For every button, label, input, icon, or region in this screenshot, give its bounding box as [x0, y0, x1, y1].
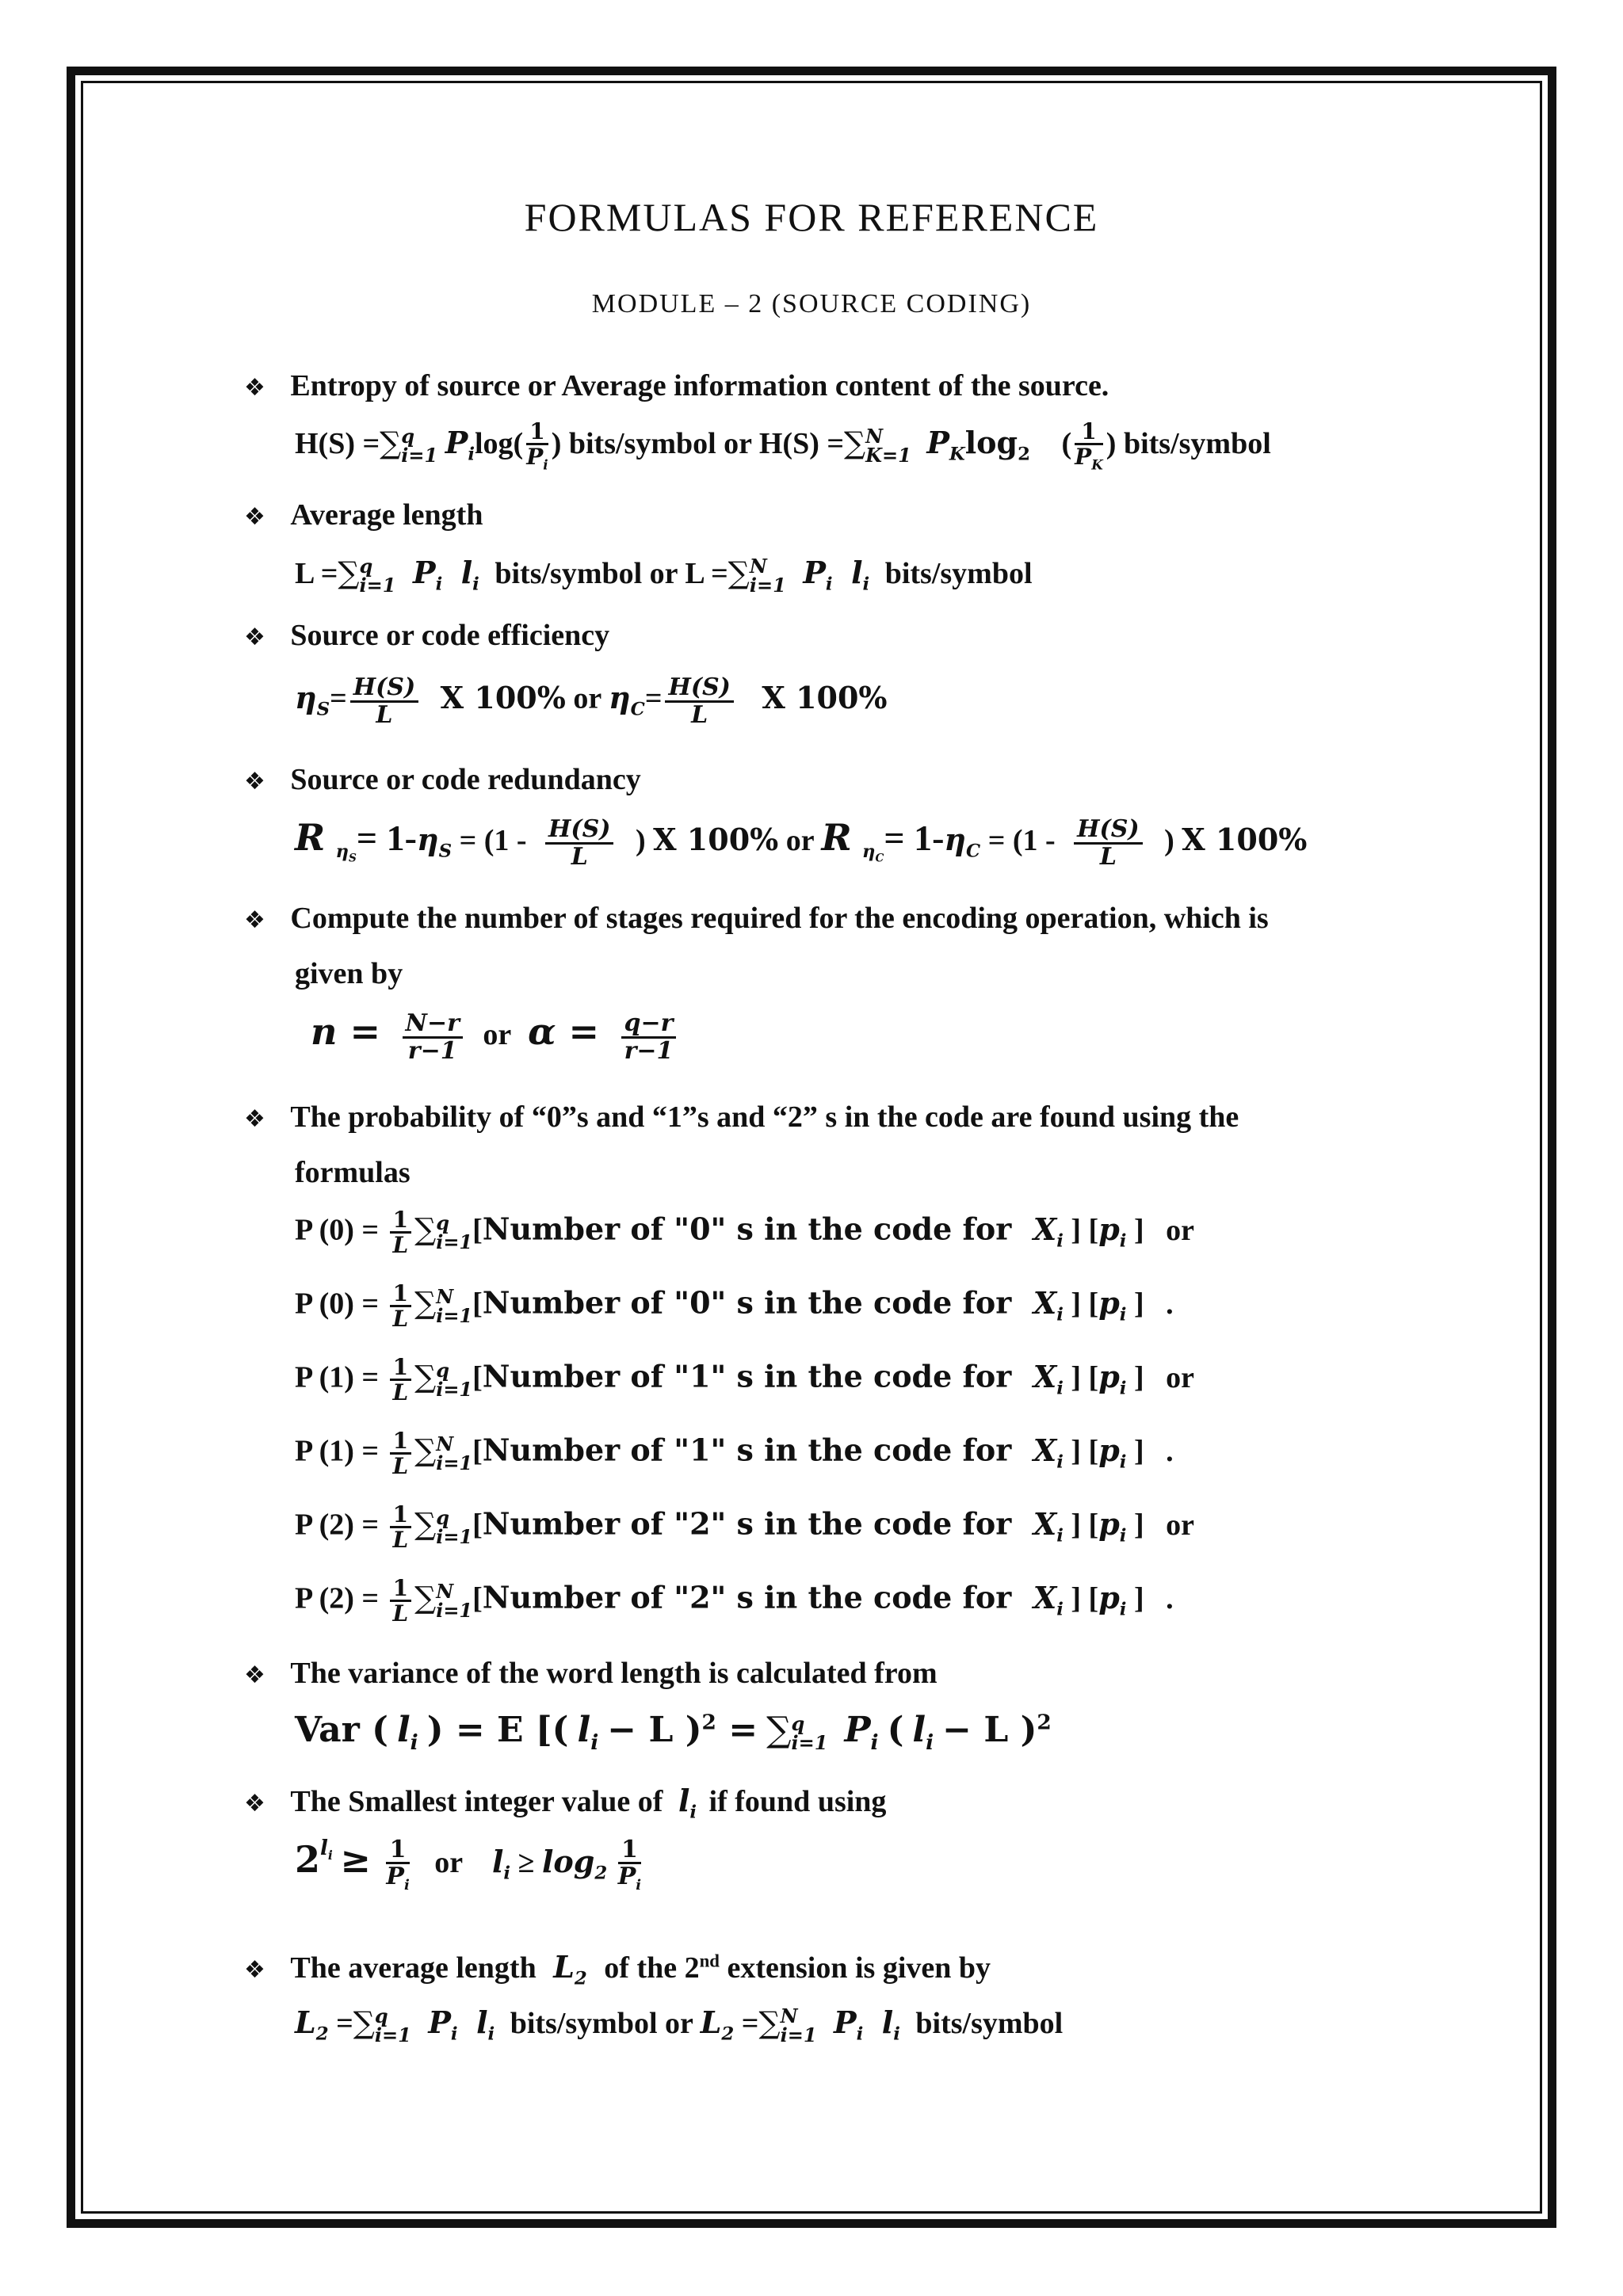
formula-p1-n: P (1) = $\frac{1}{L}$ ∑ N i=1 [Number of "1" s in the code for $X_i$ ] [$p_i$ ] . — [295, 1428, 1174, 1480]
formula-p2-n: P (2) = $\frac{1}{L}$ ∑ N i=1 [Number of "2" s in the code for $X_i$ ] [$p_i$ ] . — [295, 1575, 1174, 1627]
formula-p0-n: P (0) = $\frac{1}{L}$ ∑ N i=1 [Number of "0" s in the code for $X_i$ ] [$p_i$ ] . — [295, 1280, 1174, 1333]
bullet-icon: ❖ — [244, 624, 265, 651]
formula-p1-q: P (1) = $\frac{1}{L}$ ∑ q i=1 [Number of "1" s in the code for $X_i$ ] [$p_i$ ] or — [295, 1354, 1194, 1406]
section-variance — [244, 1656, 938, 1691]
formula-second-extension: $L_2$ =∑ q i=1 $P_i$ $l_i$ bits/symbol or $L_2$ =∑ N i=1 $P_i$ $l_i$ bits/symbol — [295, 2004, 1064, 2047]
bullet-icon: ❖ — [244, 374, 265, 402]
bullet-icon: ❖ — [244, 503, 265, 531]
section-entropy — [244, 368, 1109, 403]
bullet-icon: ❖ — [244, 1105, 265, 1133]
bullet-icon: ❖ — [244, 768, 265, 795]
section-stages-cont: given by — [295, 957, 403, 990]
formula-p0-q: P (0) = $\frac{1}{L}$ ∑ q i=1 [Number of "0" s in the code for $X_i$ ] [$p_i$ ] or — [295, 1207, 1194, 1259]
section-average-length — [244, 498, 483, 532]
section-stages — [244, 901, 1269, 936]
section-label: Entropy of source or Average information content of the source. — [290, 369, 1109, 402]
formula-efficiency: $\eta_S=$ $\frac{H(S)}{L}$ X 100% or $\eta_C=$ $\frac{H(S)}{L}$ X 100% — [295, 673, 888, 729]
section-smallest-integer: ❖ The Smallest integer value of $l_i$ if found using — [244, 1783, 887, 1823]
page-subtitle: MODULE – 2 (SOURCE CODING) — [591, 289, 1032, 318]
formula-redundancy: R $_{\eta_S}= 1-\eta_S = (1$ - $\frac{H(S)}{L}$ ) X 100% or R $_{\eta_C}= 1-\eta_C = (1$ - $\frac{H(S)}{L}$ ) X 100% — [295, 815, 1308, 871]
section-second-extension: ❖ The average length $L_2$ of the 2nd extension is given by — [244, 1949, 991, 1989]
formula-stages: n = $\frac{N-r}{r-1}$ or α = $\frac{q-r}{r-1}$ — [295, 1010, 679, 1063]
bullet-icon: ❖ — [244, 1661, 265, 1689]
section-efficiency — [244, 618, 609, 653]
section-probability — [244, 1100, 1239, 1135]
section-label: Source or code efficiency — [290, 619, 610, 652]
section-label: Average length — [290, 498, 483, 532]
formula-entropy: H(S) =∑ q i=1 $P_i\log$( $\frac{1}{P_i}$ ) bits/symbol or H(S) =∑ N K=1 $P_K\log_2$ ( $\frac{1}{P_K}$ ) bits/symbol — [295, 418, 1271, 473]
formula-average-length: L =∑ q i=1 $P_i$ $l_i$ bits/symbol or L =∑ N i=1 $P_i$ $l_i$ bits/symbol — [295, 555, 1033, 597]
bullet-icon: ❖ — [244, 1790, 265, 1817]
section-probability-cont: formulas — [295, 1156, 411, 1189]
section-redundancy — [244, 762, 641, 797]
formula-variance: Var ( $l_i$ ) = E [( $l_i - L$ )$^2$ = ∑ q i=1 $P_i$ ( $l_i - L$ )$^2$ — [295, 1710, 1052, 1755]
section-label: Source or code redundancy — [290, 763, 641, 796]
section-label: The probability of “0”s and “1”s and “2” s in the code are found using the — [290, 1100, 1239, 1134]
formula-smallest-integer: $2^{l_i}$ ≥ $\frac{1}{P_i}$ or $l_i \ge \log_2$ $\frac{1}{P_i}$ — [295, 1835, 642, 1894]
bullet-icon: ❖ — [244, 1956, 265, 1984]
page-title: FORMULAS FOR REFERENCE — [524, 195, 1099, 239]
section-label: Compute the number of stages required for the encoding operation, which is — [290, 902, 1269, 935]
bullet-icon: ❖ — [244, 906, 265, 934]
formula-p2-q: P (2) = $\frac{1}{L}$ ∑ q i=1 [Number of "2" s in the code for $X_i$ ] [$p_i$ ] or — [295, 1501, 1194, 1554]
section-label: The variance of the word length is calculated from — [290, 1657, 938, 1690]
